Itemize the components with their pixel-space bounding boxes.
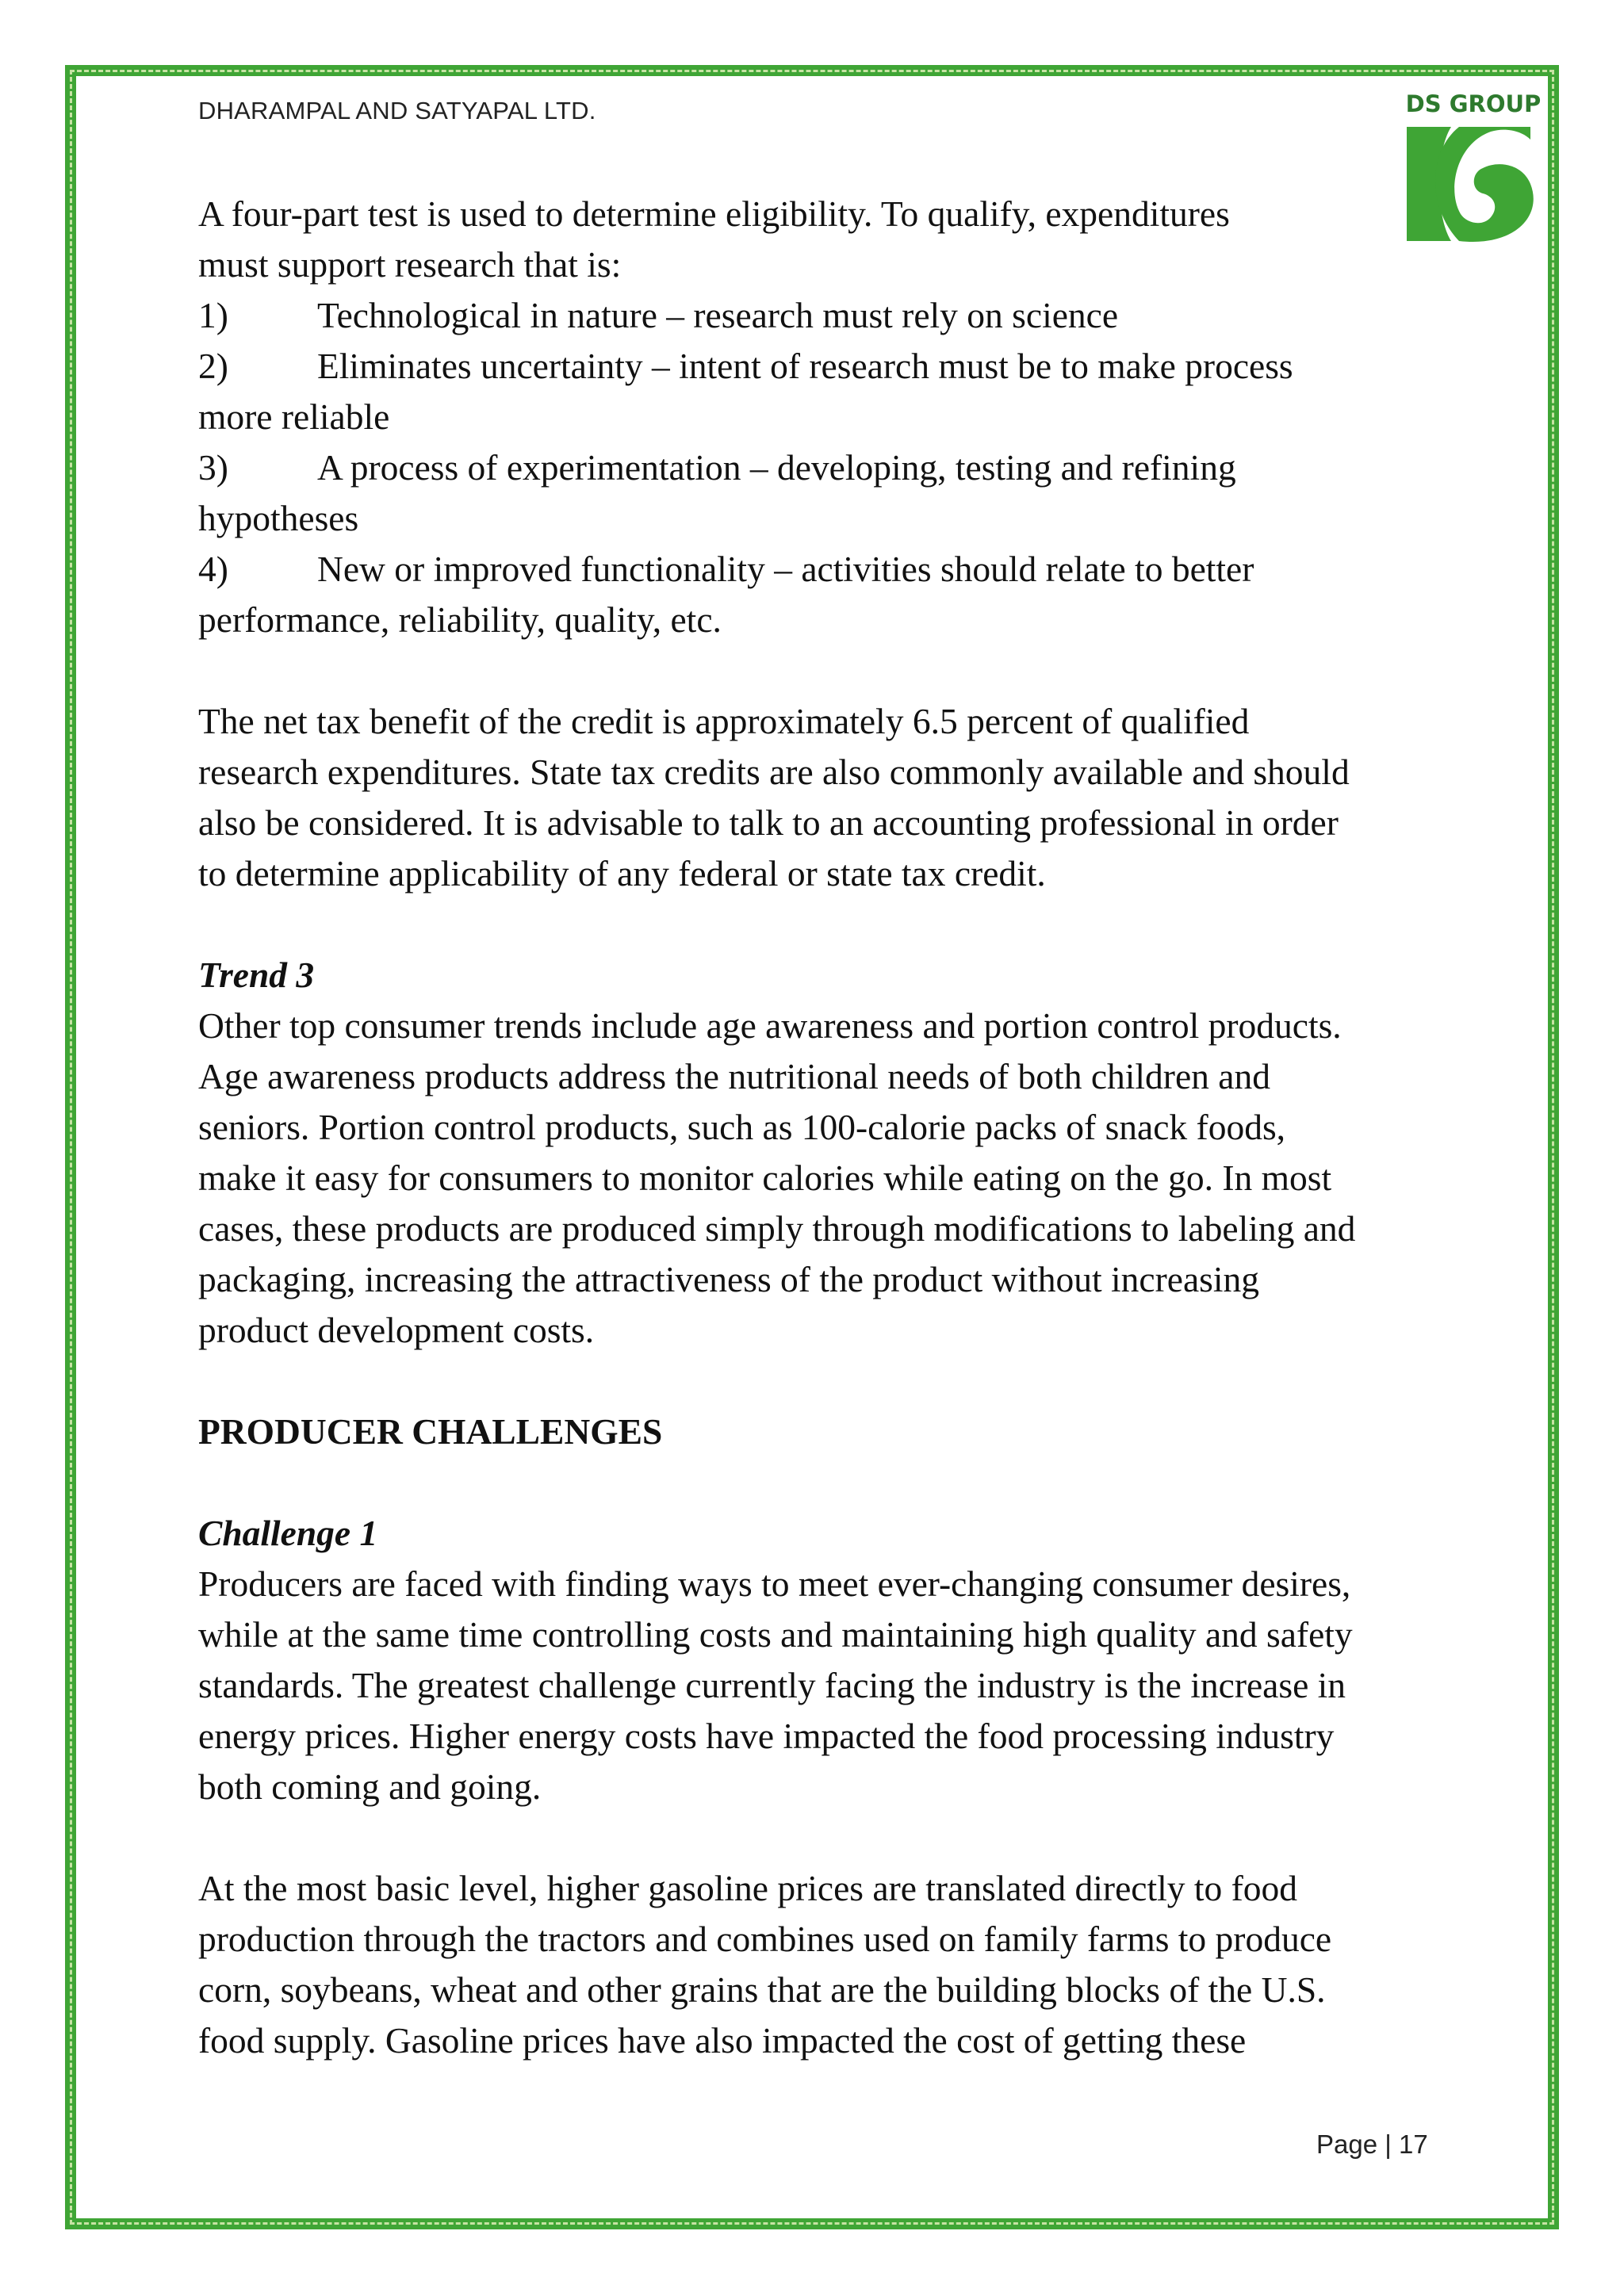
company-header: DHARAMPAL AND SATYAPAL LTD. bbox=[198, 97, 596, 124]
list-text: Eliminates uncertainty – intent of research must be to make process bbox=[317, 346, 1293, 386]
trend-paragraph-line: Age awareness products address the nutritional needs of both children and bbox=[198, 1056, 1270, 1096]
list-text: A process of experimentation – developing, testing and refining bbox=[317, 447, 1236, 488]
basic-paragraph-line: At the most basic level, higher gasoline prices are translated directly to food bbox=[198, 1868, 1298, 1908]
challenge-paragraph-line: Producers are faced with finding ways to meet ever-changing consumer desires, bbox=[198, 1563, 1351, 1604]
trend-paragraph-line: product development costs. bbox=[198, 1310, 595, 1350]
tax-paragraph-line: to determine applicability of any federal or state tax credit. bbox=[198, 853, 1046, 894]
list-number: 2) bbox=[198, 346, 228, 386]
trend-paragraph-line: seniors. Portion control products, such as 100-calorie packs of snack foods, bbox=[198, 1107, 1286, 1147]
challenge-1-heading: Challenge 1 bbox=[198, 1513, 378, 1553]
list-continuation: hypotheses bbox=[198, 498, 359, 538]
list-text: Technological in nature – research must rely on science bbox=[317, 295, 1119, 335]
trend-paragraph-line: cases, these products are produced simply through modifications to labeling and bbox=[198, 1208, 1356, 1249]
page-number: Page | 17 bbox=[1316, 2130, 1428, 2159]
list-item bbox=[198, 544, 1435, 595]
trend-3-heading: Trend 3 bbox=[198, 955, 315, 995]
trend-paragraph-line: packaging, increasing the attractiveness of the product without increasing bbox=[198, 1259, 1260, 1299]
list-item bbox=[198, 442, 1435, 493]
list-number: 4) bbox=[198, 549, 228, 589]
list-continuation: more reliable bbox=[198, 396, 390, 437]
challenge-paragraph-line: standards. The greatest challenge currently facing the industry is the increase in bbox=[198, 1665, 1346, 1705]
producer-challenges-heading: PRODUCER CHALLENGES bbox=[198, 1411, 663, 1452]
basic-paragraph-line: production through the tractors and combines used on family farms to produce bbox=[198, 1919, 1332, 1959]
tax-paragraph-line: The net tax benefit of the credit is approximately 6.5 percent of qualified bbox=[198, 701, 1250, 741]
intro-line: must support research that is: bbox=[198, 244, 622, 285]
basic-paragraph-line: corn, soybeans, wheat and other grains that are the building blocks of the U.S. bbox=[198, 1969, 1326, 2010]
basic-paragraph-line: food supply. Gasoline prices have also impacted the cost of getting these bbox=[198, 2020, 1247, 2061]
list-item bbox=[198, 341, 1435, 392]
challenge-paragraph-line: both coming and going. bbox=[198, 1766, 542, 1807]
page-content bbox=[198, 189, 1435, 2066]
trend-paragraph-line: Other top consumer trends include age awareness and portion control products. bbox=[198, 1005, 1342, 1046]
intro-line: A four-part test is used to determine eligibility. To qualify, expenditures bbox=[198, 193, 1230, 234]
list-text: New or improved functionality – activities should relate to better bbox=[317, 549, 1254, 589]
list-number: 1) bbox=[198, 295, 228, 335]
list-number: 3) bbox=[198, 447, 228, 488]
challenge-paragraph-line: while at the same time controlling costs and maintaining high quality and safety bbox=[198, 1614, 1353, 1655]
tax-paragraph-line: also be considered. It is advisable to talk to an accounting professional in order bbox=[198, 802, 1339, 843]
list-item bbox=[198, 290, 1435, 341]
challenge-paragraph-line: energy prices. Higher energy costs have impacted the food processing industry bbox=[198, 1716, 1335, 1756]
tax-paragraph-line: research expenditures. State tax credits are also commonly available and should bbox=[198, 752, 1350, 792]
logo-text: DS GROUP bbox=[1405, 90, 1542, 117]
list-continuation: performance, reliability, quality, etc. bbox=[198, 599, 722, 640]
trend-paragraph-line: make it easy for consumers to monitor calories while eating on the go. In most bbox=[198, 1158, 1332, 1198]
